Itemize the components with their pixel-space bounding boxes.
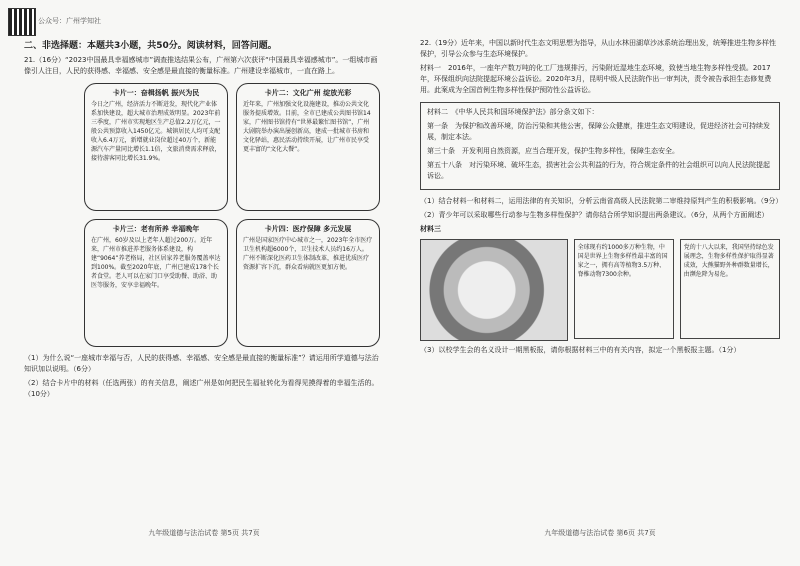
material-2-title: 材料二 《中华人民共和国环境保护法》部分条文如下： bbox=[427, 108, 599, 116]
question-2: （2）青少年可以采取哪些行动参与生物多样性保护？请你结合所学知识提出两条建议。（6分，从两个方面阐述） bbox=[420, 211, 769, 219]
material-3-cell: 全球现有约1000多万种生物，中国是世界上生物多样性最丰富的国家之一，拥有高等植物3.5万种、脊椎动物7300余种。 bbox=[574, 239, 674, 339]
card-body: 近年来，广州加强文化设施建设，推动公共文化服务提质增效。目前，全市已建成公共图书馆14家，广州图书馆持有“世界最繁忙图书馆”，广州大剧院举办演出屡创新高，建成一批城市书房和文化驿站，惠民活动持续开展，让广州市民享受更丰富的“文化大餐”。 bbox=[243, 101, 371, 153]
card-body: 在广州，60岁及以上老年人超过200万。近年来，广州市推进养老服务体系建设，构建“9064”养老格局，社区居家养老服务覆盖率达到100%。截至2020年底，广州已建成178个长者食堂。老人可以在家门口享受助餐、助浴、助医等服务，安享幸福晚年。 bbox=[91, 237, 221, 289]
card-title: 卡片二：文化广州 绽放光彩 bbox=[264, 89, 352, 97]
question-1: （1）结合材料一和材料二，运用法律的有关知识，分析云南省高级人民法院第二审维持原判产生的积极影响。（9分） bbox=[420, 197, 783, 205]
globe-illustration bbox=[420, 239, 568, 341]
law-line: 第一条 为保护和改善环境，防治污染和其他公害，保障公众健康，推进生态文明建设，促进经济社会可持续发展，制定本法。 bbox=[427, 122, 770, 141]
law-line: 第五十八条 对污染环境、破坏生态，损害社会公共利益的行为，符合规定条件的社会组织可以向人民法院提起诉讼。 bbox=[427, 161, 770, 180]
right-page bbox=[420, 38, 783, 538]
card-title: 卡片四：医疗保障 多元发展 bbox=[264, 225, 352, 233]
card-title: 卡片一：奋楫扬帆 振兴为民 bbox=[112, 89, 200, 97]
card-3 bbox=[84, 219, 228, 347]
material-3-cell: 党的十八大以来，我国坚持绿色发展理念，生物多样性保护取得显著成效，大熊猫野外种群数量增长，由濒危降为易危。 bbox=[680, 239, 780, 339]
material-3-title: 材料三 bbox=[420, 225, 441, 233]
material-3 bbox=[420, 239, 780, 341]
material-1: 材料一 2016年，一座年产数万吨的化工厂违规排污，污染附近湿地生态环境，致使当地生物多样性受损。2017年，环保组织向法院提起环境公益诉讼。2020年3月，昆明中级人民法院作出一审判决，责令被告承担生态修复费用。此案成为全国首例生物多样性保护预防性公益诉讼。 bbox=[420, 64, 772, 94]
q22-intro: 22.（19分）近年来，中国以新时代生态文明思想为指导，从山水林田湖草沙冰系统治理出发，统筹推进生物多样性保护，引导公众参与生态环境保护。 bbox=[420, 39, 777, 58]
q21-intro: 21.（16分）“2023中国最具幸福感城市”调查推选结果公布，广州第六次获评“中国最具幸福感城市”。一组城市画像引人注目，人民的获得感、幸福感、安全感是最直接的衡量标准。广州建设幸福城市，一直在路上。 bbox=[24, 56, 378, 75]
card-2 bbox=[236, 83, 380, 211]
law-line: 第三十条 开发利用自然资源，应当合理开发，保护生物多样性，保障生态安全。 bbox=[427, 147, 679, 155]
watermark: 公众号：广州学知社 bbox=[38, 17, 101, 25]
page-footer: 九年级道德与法治试卷 第6页 共7页 bbox=[544, 529, 656, 537]
card-1 bbox=[84, 83, 228, 211]
card-body: 今日之广州，经济活力不断迸发，现代化产业体系加快建设，超大城市治理成效明显。2023年前三季度，广州市实现地区生产总值2.2万亿元，一般公共预算收入1450亿元。城镇居民人均可支配收入6.4万元，新增就业岗位超过40万个，新能源汽车产量同比增长1.1倍，文旅消费需求释放，接待游客同比增长31.9%。 bbox=[91, 101, 221, 162]
card-grid bbox=[84, 83, 380, 347]
left-page bbox=[24, 38, 384, 538]
question-2: （2）结合卡片中的材料（任选两张）的有关信息，阐述广州是如何把民生福祉转化为看得见摸得着的幸福生活的。（10分） bbox=[24, 379, 379, 398]
card-4 bbox=[236, 219, 380, 347]
material-2-box bbox=[420, 102, 780, 190]
page-footer: 九年级道德与法治试卷 第5页 共7页 bbox=[148, 529, 260, 537]
card-title: 卡片三：老有所养 幸福晚年 bbox=[112, 225, 200, 233]
section-title: 二、非选择题：本题共3小题，共50分。阅读材料，回答问题。 bbox=[24, 41, 277, 51]
question-1: （1）为什么说“一座城市幸福与否，人民的获得感、幸福感、安全感是最直接的衡量标准”？请运用所学道德与法治知识加以说明。（6分） bbox=[24, 354, 379, 373]
question-3: （3）以校学生会的名义设计一期黑板报，请你根据材料三中的有关内容，拟定一个黑板报主题。（1分） bbox=[420, 346, 741, 354]
card-body: 广州是国家医疗中心城市之一，2023年全市医疗卫生机构超6000个，卫生技术人员约16万人。广州不断深化医药卫生体制改革，推进优质医疗资源扩容下沉，群众看病就医更加方便。 bbox=[243, 237, 373, 271]
qr-code-icon bbox=[8, 8, 36, 36]
